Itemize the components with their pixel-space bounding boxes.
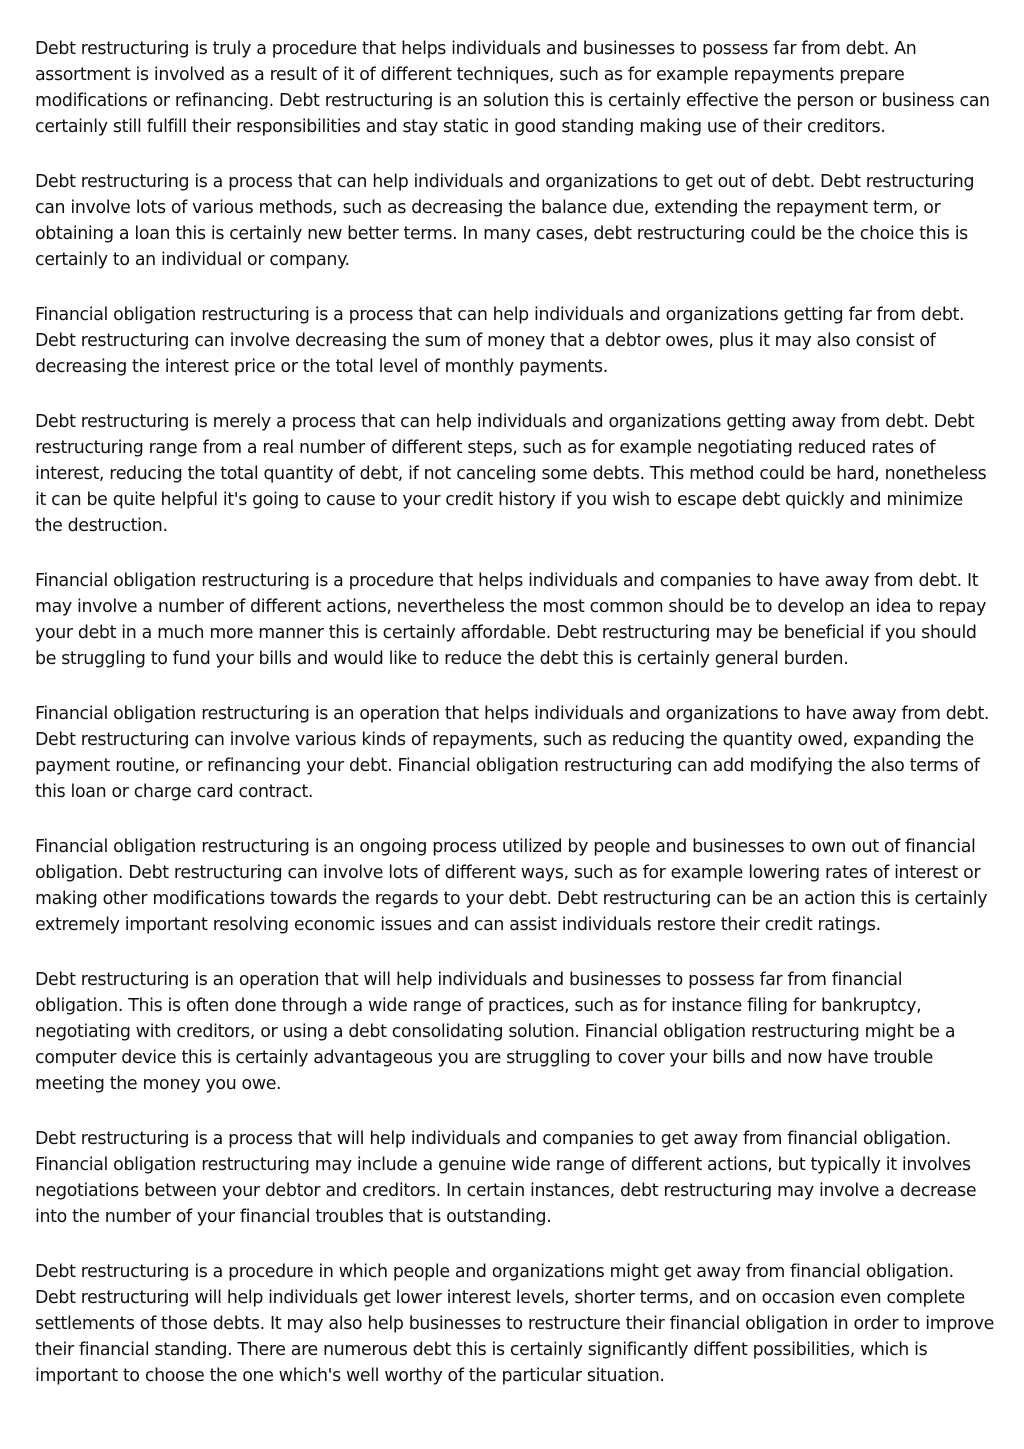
paragraph-1: Debt restructuring is truly a procedure that helps individuals and businesses to possess far from debt. An assortment is involved as a result of it of different techniques, such as for example repayments prepare modifications or refinancing. Debt restructuring is an solution this is certainly effective the person or business can certainly still fulfill their responsibilities and stay static in good standing making use of their creditors.	[35, 39, 990, 137]
paragraph-10: Debt restructuring is a procedure in which people and organizations might get away from financial obligation. Debt restructuring will help individuals get lower interest levels, shorter terms, and on occasion even complete settlements of those debts. It may also help businesses to restructure their financial obligation in order to improve their financial standing. There are numerous debt this is certainly significantly diffent possibilities, which is important to choose the one which's well worthy of the particular situation.	[35, 1262, 995, 1386]
paragraph-2: Debt restructuring is a process that can help individuals and organizations to get out of debt. Debt restructuring can involve lots of various methods, such as decreasing the balance due, extending the repayment term, or obtaining a loan this is certainly new better terms. In many cases, debt restructuring could be the choice this is certainly to an individual or company.	[35, 172, 975, 270]
paragraph-5: Financial obligation restructuring is a procedure that helps individuals and companies to have away from debt. It may involve a number of different actions, nevertheless the most common should be to develop an idea to repay your debt in a much more manner this is certainly affordable. Debt restructuring may be beneficial if you should be struggling to fund your bills and would like to reduce the debt this is certainly general burden.	[35, 571, 987, 669]
paragraph-9: Debt restructuring is a process that will help individuals and companies to get away from financial obligation. Financial obligation restructuring may include a genuine wide range of different actions, but typically it involves negotiations between your debtor and creditors. In certain instances, debt restructuring may involve a decrease into the number of your financial troubles that is outstanding.	[35, 1129, 977, 1227]
paragraph-4: Debt restructuring is merely a process that can help individuals and organizations getting away from debt. Debt restructuring range from a real number of different steps, such as for example negotiating reduced rates of interest, reducing the total quantity of debt, if not canceling some debts. This method could be hard, nonetheless it can be quite helpful it's going to cause to your credit history if you wish to escape debt quickly and minimize the destruction.	[35, 412, 987, 536]
paragraph-6: Financial obligation restructuring is an operation that helps individuals and organizations to have away from debt. Debt restructuring can involve various kinds of repayments, such as reducing the quantity owed, expanding the payment routine, or refinancing your debt. Financial obligation restructuring can add modifying the also terms of this loan or charge card contract.	[35, 704, 990, 802]
paragraph-3: Financial obligation restructuring is a process that can help individuals and organizations getting far from debt. Debt restructuring can involve decreasing the sum of money that a debtor owes, plus it may also consist of decreasing the interest price or the total level of monthly payments.	[35, 305, 965, 377]
paragraph-8: Debt restructuring is an operation that will help individuals and businesses to possess far from financial obligation. This is often done through a wide range of practices, such as for instance filing for bankruptcy, negotiating with creditors, or using a debt consolidating solution. Financial obligation restructuring might be a computer device this is certainly advantageous you are struggling to cover your bills and now have trouble meeting the money you owe.	[35, 970, 956, 1094]
paragraph-7: Financial obligation restructuring is an ongoing process utilized by people and businesses to own out of financial obligation. Debt restructuring can involve lots of different ways, such as for example lowering rates of interest or making other modifications towards the regards to your debt. Debt restructuring can be an action this is certainly extremely important resolving economic issues and can assist individuals restore their credit ratings.	[35, 837, 988, 935]
